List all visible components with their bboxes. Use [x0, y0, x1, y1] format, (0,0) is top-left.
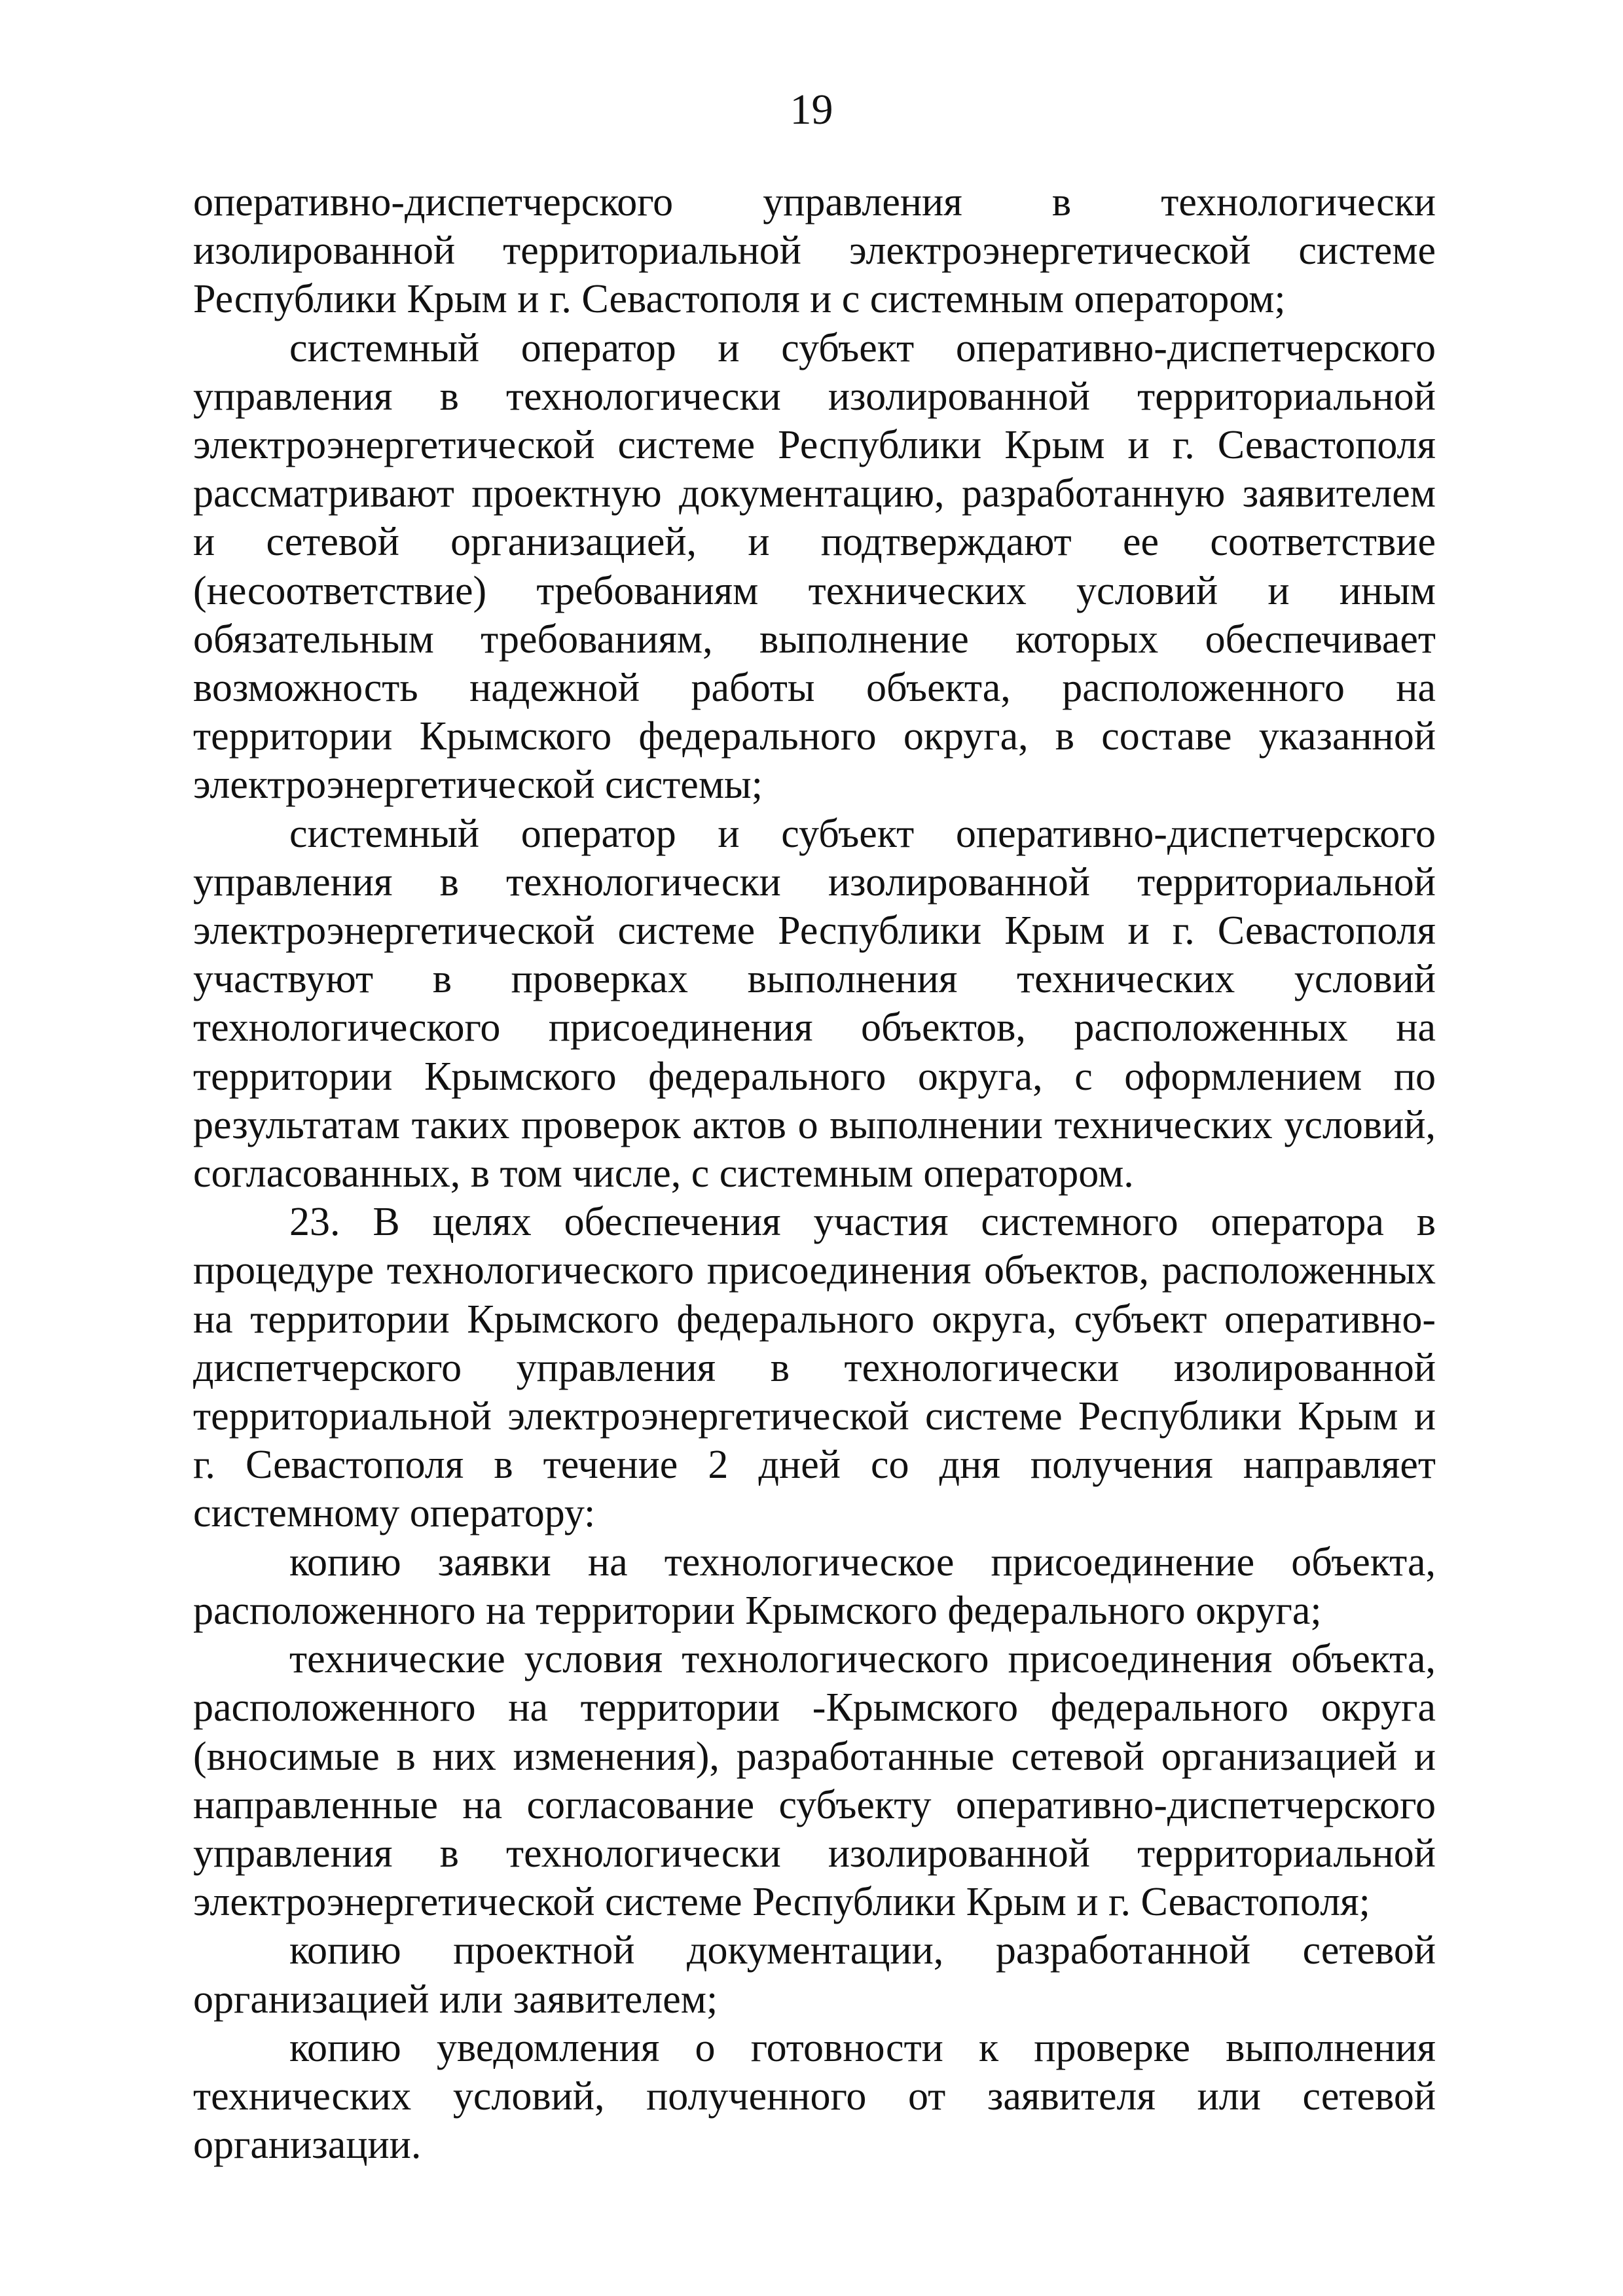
paragraph-application-copy: копию заявки на технологическое присоединение объекта, расположенного на территории Крымского федерального округа; [193, 1539, 1436, 1633]
paragraph-item-23: 23. В целях обеспечения участия системного оператора в процедуре технологического присоединения объектов, расположенных на территории Крымского федерального округа, субъект оперативно-диспетчерского управления в технологически изолированной территориальной электроэнергетической системе Республики Крым и г. Севастополя в течение 2 дней со дня получения направляет системному оператору: [193, 1200, 1436, 1536]
paragraph-design-docs-copy: копию проектной документации, разработанной сетевой организацией или заявителем; [193, 1928, 1436, 2022]
paragraph-participate-checks: системный оператор и субъект оперативно-диспетчерского управления в технологически изолированной территориальной электроэнергетической системе Республики Крым и г. Севастополя участвуют в проверках выполнения технических условий технологического присоединения объектов, расположенных на территории Крымского федерального округа, с оформлением по результатам таких проверок актов о выполнении технических условий, согласованных, в том числе, с системным оператором. [193, 811, 1436, 1196]
paragraph-review-design: системный оператор и субъект оперативно-диспетчерского управления в технологически изолированной территориальной электроэнергетической системе Республики Крым и г. Севастополя рассматривают проектную документацию, разработанную заявителем и сетевой организацией, и подтверждают ее соответствие (несоответствие) требованиям технических условий и иным обязательным требованиям, выполнение которых обеспечивает возможность надежной работы объекта, расположенного на территории Крымского федерального округа, в составе указанной электроэнергетической системы; [193, 325, 1436, 808]
page-number: 19 [790, 86, 833, 134]
paragraph-technical-conditions: технические условия технологического присоединения объекта, расположенного на территории -Крымского федерального округа (вносимые в них изменения), разработанные сетевой организацией и направленные на согласование субъекту оперативно-диспетчерского управления в технологически изолированной территориальной электроэнергетической системе Республики Крым и г. Севастополя; [193, 1637, 1436, 1925]
paragraph-continuation: оперативно-диспетчерского управления в технологически изолированной территориальной электроэнергетической системе Республики Крым и г. Севастополя и с системным оператором; [193, 180, 1436, 322]
document-body [193, 178, 1436, 2169]
paragraph-notice-copy: копию уведомления о готовности к проверке выполнения технических условий, полученного от заявителя или сетевой организации. [193, 2025, 1436, 2168]
